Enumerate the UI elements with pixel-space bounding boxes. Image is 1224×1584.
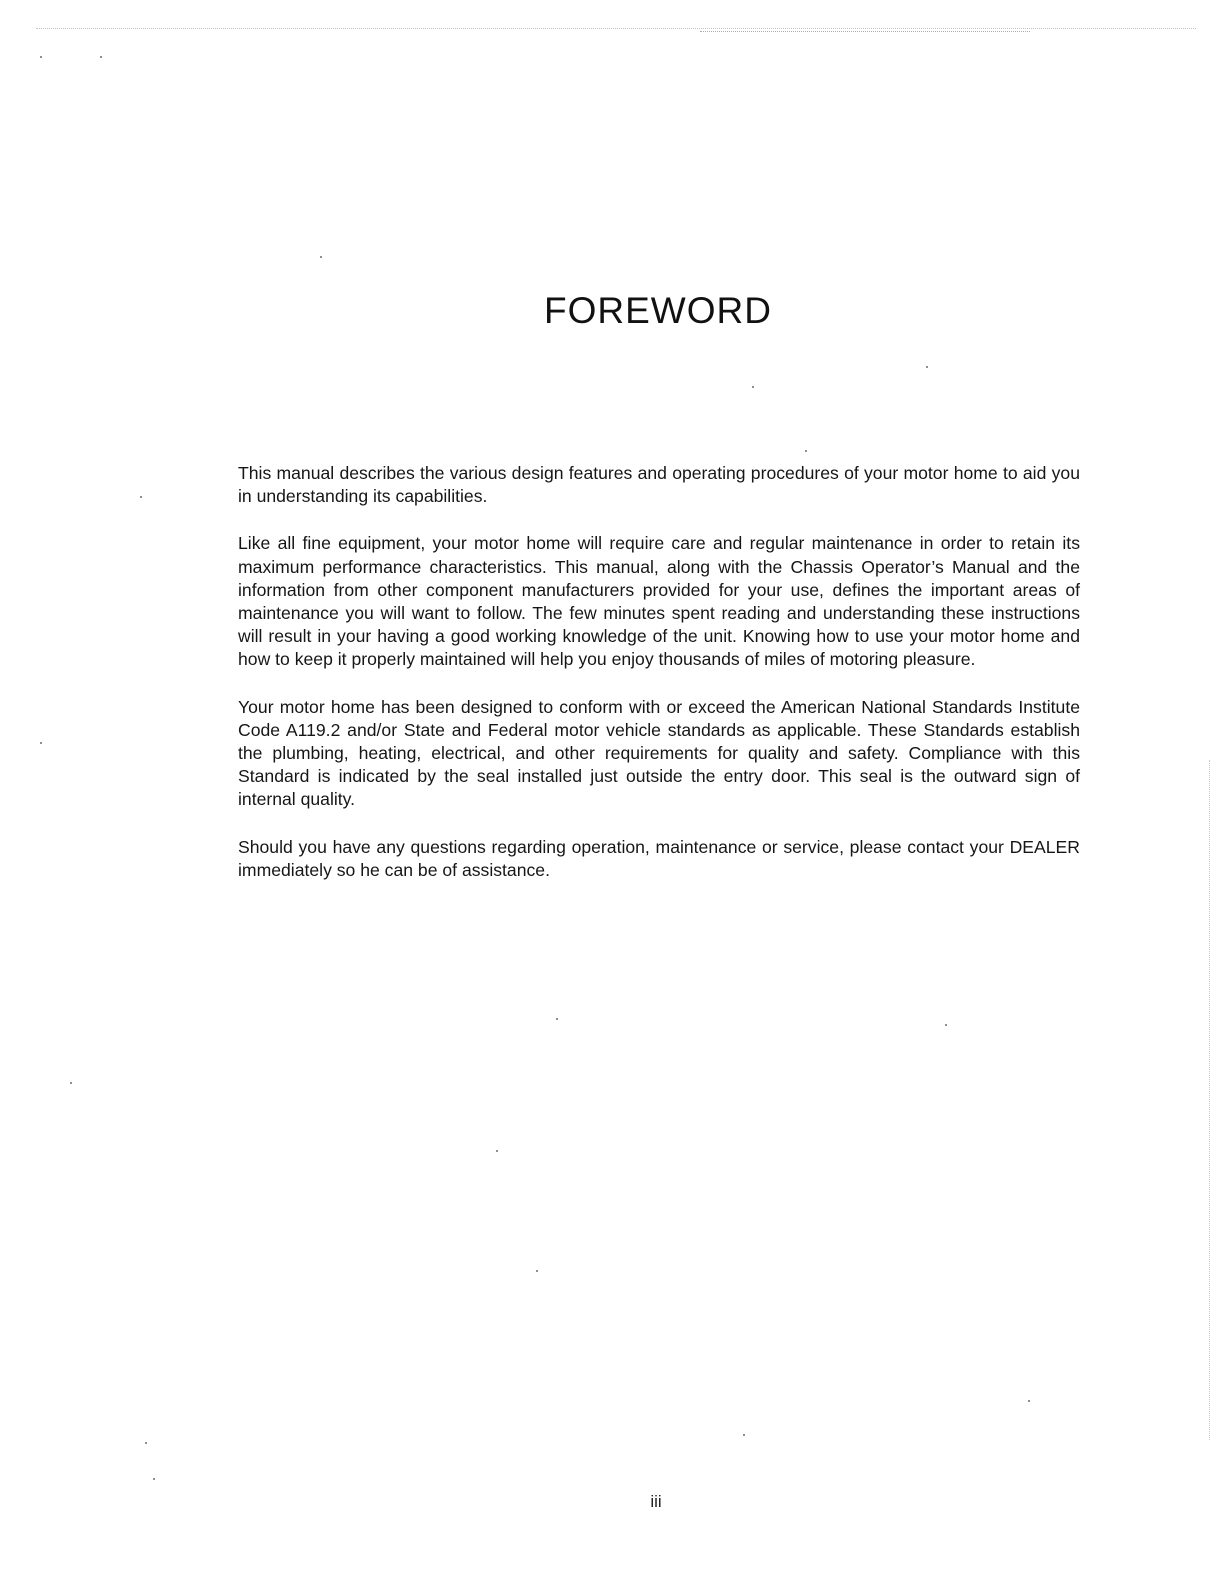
scan-speck <box>752 386 754 388</box>
paragraph-contact-dealer: Should you have any questions regarding operation, maintenance or service, please contact your DEALER immediately so he can be of assistance. <box>238 836 1080 880</box>
scan-speck <box>40 56 42 58</box>
paragraph-maintenance: Like all fine equipment, your motor home will require care and regular maintenance in order to retain its maximum performance characteristics. This manual, along with the Chassis Operator’s Manual and the information from other component manufacturers provided for your use, defines the important areas of maintenance you will want to follow. The few minutes spent reading and understanding these instructions will result in your having a good working knowledge of the unit. Knowing how to use your motor home and how to keep it properly maintained will help you enjoy thousands of miles of motoring pleasure. <box>238 533 1080 670</box>
scan-speck <box>100 56 102 58</box>
page-number: iii <box>650 1492 662 1511</box>
scan-noise-top-secondary <box>700 31 1030 36</box>
scan-speck <box>536 1270 538 1272</box>
page-title: FOREWORD <box>544 290 772 331</box>
scan-noise-right-edge <box>1209 760 1211 1440</box>
scan-speck <box>945 1024 947 1026</box>
scan-speck <box>805 450 807 452</box>
scan-speck <box>70 1082 72 1084</box>
scan-speck <box>140 496 142 498</box>
scan-speck <box>1028 1400 1030 1402</box>
paragraph-standards: Your motor home has been designed to conform with or exceed the American National Standards Institute Code A119.2 and/or State and Federal motor vehicle standards as applicable. These Standards establish the plumbing, heating, electrical, and other requirements for quality and safety. Compliance with this Standard is indicated by the seal installed just outside the entry door. This seal is the outward sign of internal quality. <box>238 696 1080 810</box>
paragraph-intro: This manual describes the various design features and operating procedures of your motor home to aid you in understanding its capabilities. <box>238 463 1080 507</box>
scan-speck <box>145 1442 147 1444</box>
scan-speck <box>556 1018 558 1020</box>
scan-speck <box>926 366 928 368</box>
scan-speck <box>496 1150 498 1152</box>
scan-speck <box>743 1434 745 1436</box>
body-text <box>238 462 1080 906</box>
scan-speck <box>153 1478 155 1480</box>
scan-speck <box>40 742 42 744</box>
scan-speck <box>320 256 322 258</box>
